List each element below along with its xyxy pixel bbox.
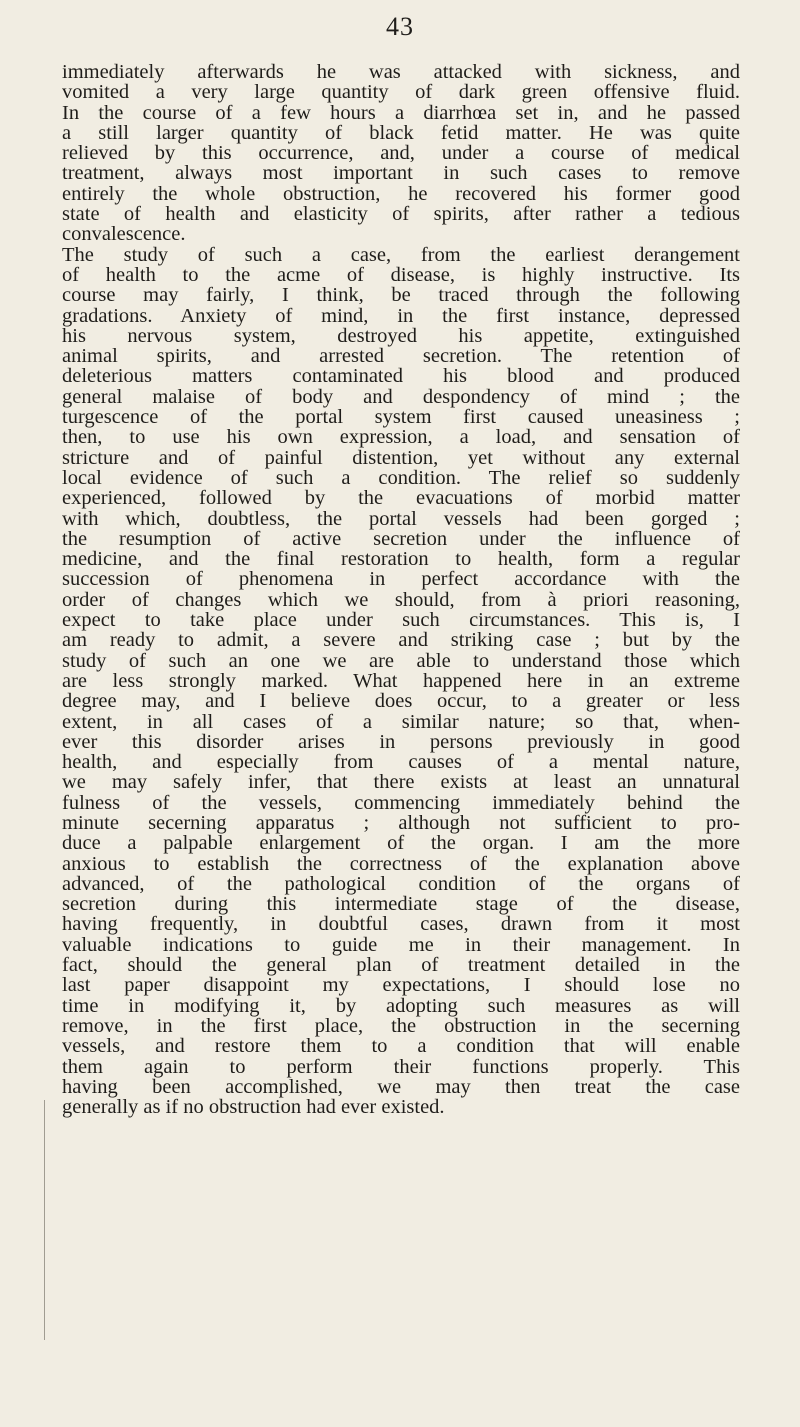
text-line: of health to the acme of disease, is highly instructive. Its — [62, 263, 740, 286]
text-line: the resumption of active secretion under the influence of — [62, 527, 740, 550]
text-line: turgescence of the portal system first caused uneasiness ; — [62, 406, 740, 429]
text-line: convalescence. — [62, 223, 186, 246]
text-line: minute secerning apparatus ; although not sufficient to pro- — [62, 811, 740, 834]
text-line: then, to use his own expression, a load, and sensation of — [62, 426, 740, 449]
text-line: degree may, and I believe does occur, to a greater or less — [62, 690, 740, 713]
text-line: course may fairly, I think, be traced through the following — [62, 284, 740, 307]
text-line: The study of such a case, from the earliest derangement — [62, 243, 740, 266]
text-line: gradations. Anxiety of mind, in the first instance, depressed — [62, 304, 740, 327]
text-line: treatment, always most important in such cases to remove — [62, 162, 740, 185]
body-text — [62, 62, 740, 1117]
text-line: ever this disorder arises in persons previously in good — [62, 730, 740, 753]
text-line: duce a palpable enlargement of the organ. I am the more — [62, 832, 740, 855]
text-line: animal spirits, and arrested secretion. The retention of — [62, 345, 740, 368]
text-line: anxious to establish the correctness of the explanation above — [62, 852, 740, 875]
text-line: local evidence of such a condition. The relief so suddenly — [62, 466, 740, 489]
text-line: we may safely infer, that there exists at least an unnatural — [62, 771, 740, 794]
text-line: time in modifying it, by adopting such measures as will — [62, 994, 740, 1017]
text-line: state of health and elasticity of spirits, after rather a tedious — [62, 203, 740, 226]
text-line: am ready to admit, a severe and striking case ; but by the — [62, 629, 740, 652]
text-line: medicine, and the final restoration to health, form a regular — [62, 548, 740, 571]
margin-rule — [44, 1100, 45, 1340]
text-line: expect to take place under such circumstances. This is, I — [62, 609, 740, 632]
text-line: experienced, followed by the evacuations of morbid matter — [62, 487, 740, 510]
text-line: advanced, of the pathological condition of the organs of — [62, 872, 740, 895]
text-line: relieved by this occurrence, and, under a course of medical — [62, 142, 740, 165]
text-line: stricture and of painful distention, yet without any external — [62, 446, 740, 469]
text-line: remove, in the first place, the obstruction in the secerning — [62, 1014, 740, 1037]
text-line: having frequently, in doubtful cases, drawn from it most — [62, 913, 740, 936]
text-line: deleterious matters contaminated his blood and produced — [62, 365, 740, 388]
text-line: having been accomplished, we may then treat the case — [62, 1075, 740, 1098]
text-line: his nervous system, destroyed his appetite, extinguished — [62, 324, 740, 347]
text-line: general malaise of body and despondency of mind ; the — [62, 385, 740, 408]
text-line: study of such an one we are able to understand those which — [62, 649, 740, 672]
page-number: 43 — [386, 12, 414, 41]
text-line: are less strongly marked. What happened here in an extreme — [62, 669, 740, 692]
text-line: fulness of the vessels, commencing immediately behind the — [62, 791, 740, 814]
text-line: last paper disappoint my expectations, I should lose no — [62, 974, 740, 997]
text-line: a still larger quantity of black fetid matter. He was quite — [62, 121, 740, 144]
text-line: entirely the whole obstruction, he recovered his former good — [62, 182, 740, 205]
text-line: vomited a very large quantity of dark green offensive fluid. — [62, 81, 740, 104]
text-line: valuable indications to guide me in their management. In — [62, 933, 740, 956]
text-line: immediately afterwards he was attacked with sickness, and — [62, 61, 740, 83]
text-line: generally as if no obstruction had ever existed. — [62, 1096, 445, 1119]
text-line: health, and especially from causes of a mental nature, — [62, 751, 740, 774]
text-line: extent, in all cases of a similar nature; so that, when- — [62, 710, 740, 733]
text-line: secretion during this intermediate stage of the disease, — [62, 893, 740, 916]
text-line: In the course of a few hours a diarrhœa set in, and he passed — [62, 101, 740, 124]
text-line: order of changes which we should, from à priori reasoning, — [62, 588, 740, 611]
text-line: succession of phenomena in perfect accordance with the — [62, 568, 740, 591]
text-line: with which, doubtless, the portal vessels had been gorged ; — [62, 507, 740, 530]
text-line: fact, should the general plan of treatment detailed in the — [62, 954, 740, 977]
text-line: them again to perform their functions properly. This — [62, 1055, 740, 1078]
text-line: vessels, and restore them to a condition that will enable — [62, 1035, 740, 1058]
